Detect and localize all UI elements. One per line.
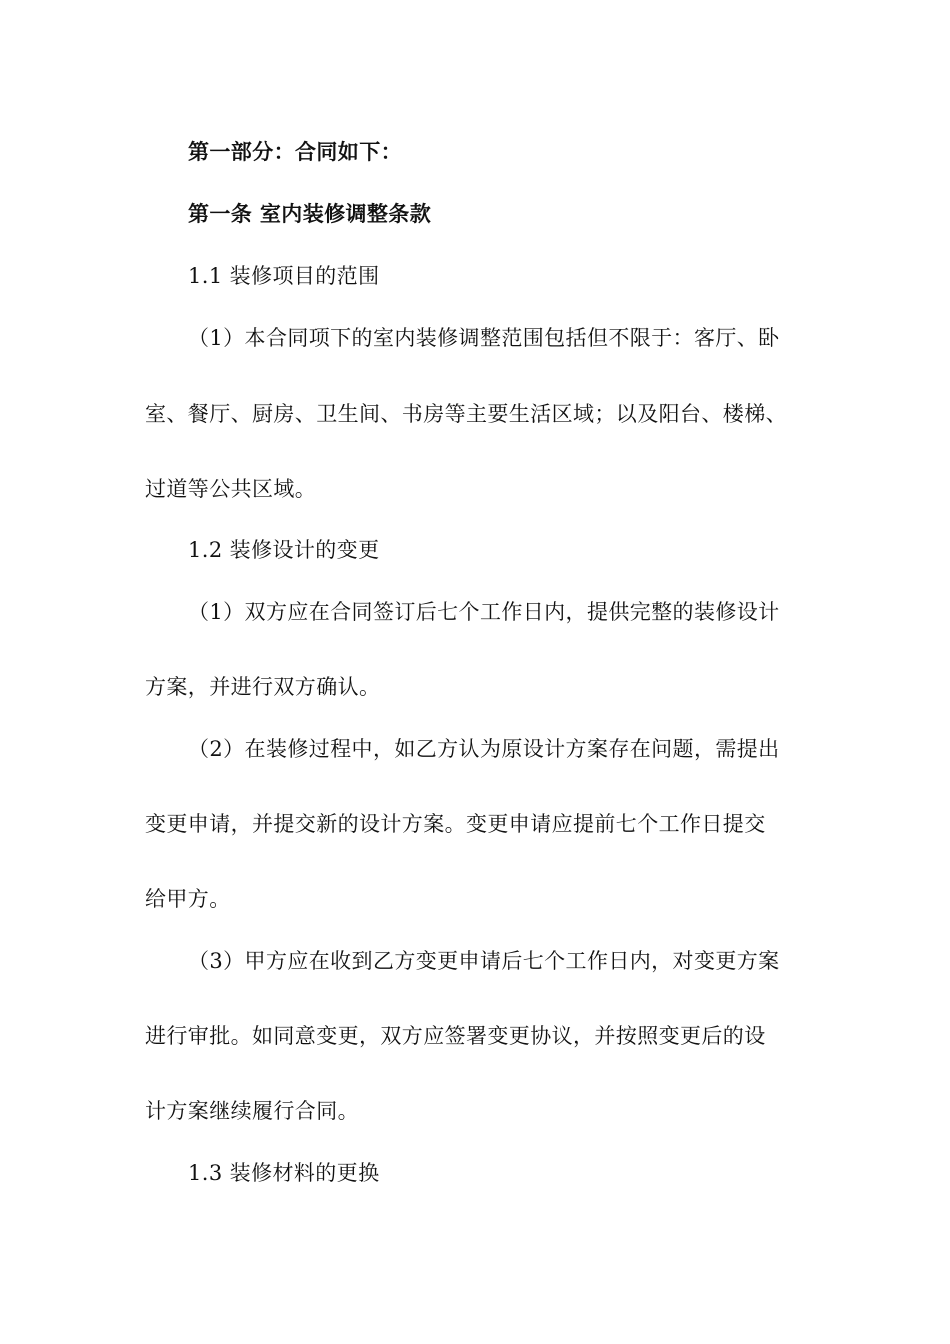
paragraph-line: （1）双方应在合同签订后七个工作日内，提供完整的装修设计	[188, 600, 780, 624]
paragraph-line: 方案，并进行双方确认。	[145, 675, 381, 699]
paragraph-line: （1）本合同项下的室内装修调整范围包括但不限于：客厅、卧	[188, 326, 780, 350]
paragraph-line: （2）在装修过程中，如乙方认为原设计方案存在问题，需提出	[188, 737, 780, 761]
section-title-1-2: 1.2 装修设计的变更	[188, 538, 380, 562]
paragraph-line: 变更申请，并提交新的设计方案。变更申请应提前七个工作日提交	[145, 812, 766, 836]
paragraph-line: 室、餐厅、厨房、卫生间、书房等主要生活区域；以及阳台、楼梯、	[145, 402, 787, 426]
paragraph-line: 过道等公共区域。	[145, 477, 317, 501]
paragraph-line: 给甲方。	[145, 887, 231, 911]
paragraph-line: 进行审批。如同意变更，双方应签署变更协议，并按照变更后的设	[145, 1024, 766, 1048]
article-heading: 第一条 室内装修调整条款	[188, 202, 432, 226]
paragraph-line: 计方案继续履行合同。	[145, 1099, 359, 1123]
section-title-1-1: 1.1 装修项目的范围	[188, 264, 380, 288]
paragraph-line: （3）甲方应在收到乙方变更申请后七个工作日内，对变更方案	[188, 949, 780, 973]
part-heading: 第一部分：合同如下：	[188, 140, 402, 164]
section-title-1-3: 1.3 装修材料的更换	[188, 1161, 380, 1185]
